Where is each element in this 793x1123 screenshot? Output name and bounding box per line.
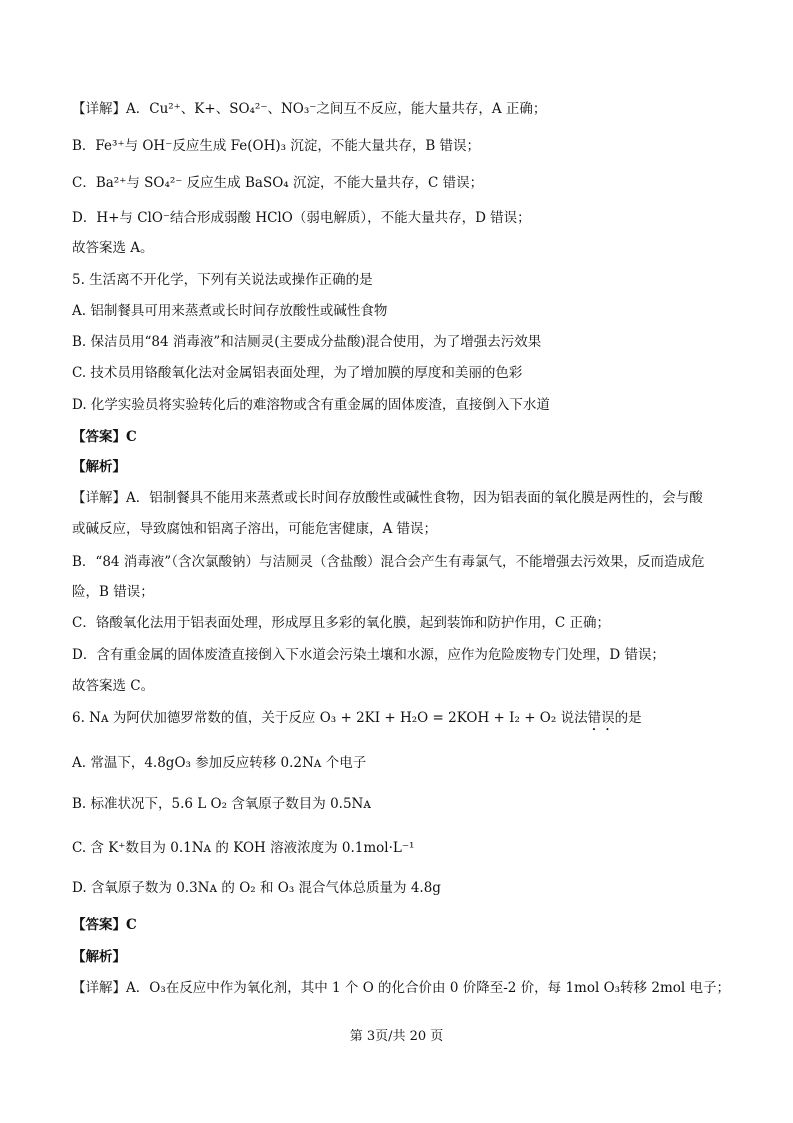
- explanation-line: 或碱反应，导致腐蚀和铝离子溶出，可能危害健康，A 错误；: [72, 521, 438, 537]
- option-b: B. 标准状况下，5.6 L O₂ 含氧原子数目为 0.5Nᴀ: [72, 796, 371, 812]
- answer-label: 【答案】C: [72, 917, 137, 933]
- option-d: D. 化学实验员将实验转化后的难溶物或含有重金属的固体废渣，直接倒入下水道: [72, 397, 550, 413]
- explanation-line: B．“84 消毒液”（含次氯酸钠）与洁厕灵（含盐酸）混合会产生有毒氯气，不能增强去污效果，反而造成危: [72, 554, 705, 570]
- question-text-end: 的是: [614, 710, 642, 726]
- page-footer: 第 3页/共 20 页: [349, 1029, 444, 1044]
- explanation-line: 险，B 错误；: [72, 584, 154, 600]
- question-text: Nᴀ 为阿伏加德罗常数的值，关于反应 O₃ + 2KI + H₂O = 2KOH + I₂ + O₂ 说法: [89, 710, 588, 726]
- explanation-line: 【详解】A．铝制餐具不能用来蒸煮或长时间存放酸性或碱性食物，因为铝表面的氧化膜是两性的，会与酸: [72, 490, 703, 506]
- explanation-line: D．含有重金属的固体废渣直接倒入下水道会污染土壤和水源，应作为危险废物专门处理，D 错误；: [72, 647, 665, 663]
- explanation-line: C．Ba²⁺与 SO₄²⁻ 反应生成 BaSO₄ 沉淀，不能大量共存，C 错误；: [72, 175, 484, 191]
- explanation-line: C．铬酸氧化法用于铝表面处理，形成厚且多彩的氧化膜，起到装饰和防护作用，C 正确；: [72, 615, 610, 631]
- question-stem: [72, 709, 732, 734]
- question-number: 6.: [72, 710, 90, 726]
- option-a: A. 常温下，4.8gO₃ 参加反应转移 0.2Nᴀ 个电子: [72, 755, 367, 771]
- explanation-line: D．H+与 ClO⁻结合形成弱酸 HClO（弱电解质），不能大量共存，D 错误；: [72, 210, 531, 226]
- answer-label: 【答案】C: [72, 429, 137, 445]
- analysis-label: 【解析】: [72, 949, 126, 965]
- option-b: B. 保洁员用“84 消毒液”和洁厕灵(主要成分盐酸)混合使用，为了增强去污效果: [72, 334, 542, 350]
- emphasis-text: 错误: [587, 710, 615, 726]
- option-c: C. 含 K⁺数目为 0.1Nᴀ 的 KOH 溶液浓度为 0.1mol·L⁻¹: [72, 840, 415, 856]
- option-d: D. 含氧原子数为 0.3Nᴀ 的 O₂ 和 O₃ 混合气体总质量为 4.8g: [72, 880, 441, 896]
- question-stem: 5. 生活离不开化学，下列有关说法或操作正确的是: [72, 272, 373, 288]
- explanation-line: 【详解】A．Cu²⁺、K+、SO₄²⁻、NO₃⁻之间互不反应，能大量共存，A 正确；: [72, 101, 547, 117]
- option-c: C. 技术员用铬酸氧化法对金属铝表面处理，为了增加膜的厚度和美丽的色彩: [72, 365, 523, 381]
- answer-summary: 故答案选 C。: [72, 678, 155, 694]
- analysis-label: 【解析】: [72, 459, 126, 475]
- explanation-line: B．Fe³⁺与 OH⁻反应生成 Fe(OH)₃ 沉淀，不能大量共存，B 错误；: [72, 138, 481, 154]
- option-a: A. 铝制餐具可用来蒸煮或长时间存放酸性或碱性食物: [72, 303, 388, 319]
- answer-summary: 故答案选 A。: [72, 240, 154, 256]
- explanation-line: 【详解】A．O₃在反应中作为氧化剂，其中 1 个 O 的化合价由 0 价降至-2 价，每 1mol O₃转移 2mol 电子；: [72, 980, 730, 996]
